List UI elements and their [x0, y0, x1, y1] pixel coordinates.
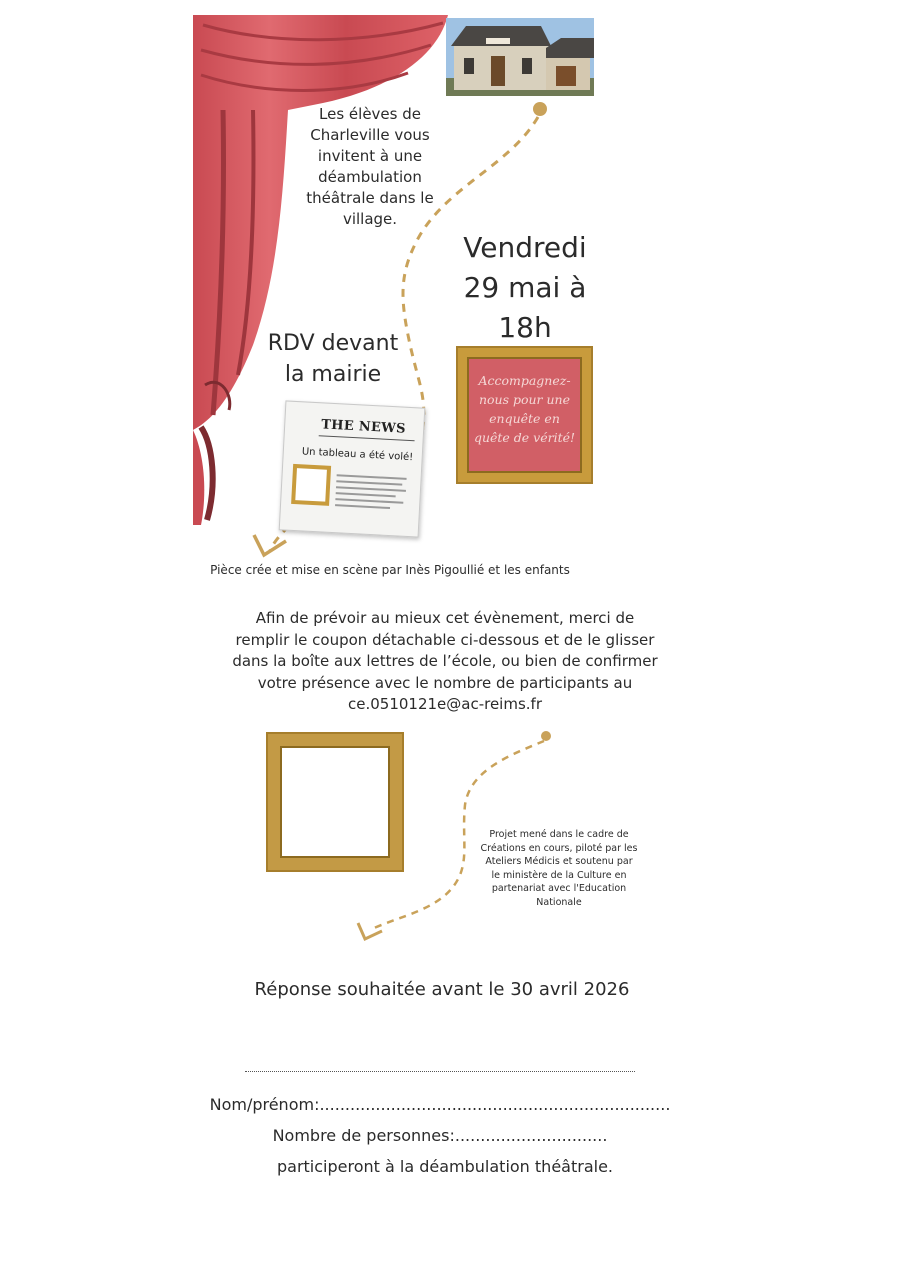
coupon-count-row: [200, 1126, 680, 1145]
coupon-cut-line: [245, 1071, 635, 1072]
name-field-dots[interactable]: .....................................................................: [319, 1095, 671, 1114]
response-deadline: Réponse souhaitée avant le 30 avril 2026: [254, 979, 630, 1000]
meeting-point: RDV devant la mairie: [267, 331, 399, 387]
newspaper-text-line: [335, 504, 390, 509]
credits-line: Pièce crée et mise en scène par Inès Pigoullié et les enfants: [210, 563, 570, 577]
coupon-name-row: [200, 1095, 680, 1114]
painting-text: Accompagnez-nous pour une enquête en quête de vérité!: [473, 373, 576, 445]
newspaper-text-line: [335, 498, 403, 504]
project-note: Projet mené dans le cadre de Créations en cours, piloté par les Ateliers Médicis et soutenu par le ministère de la Culture en partenariat avec l'Education Nationale: [480, 829, 638, 908]
newspaper-text-line: [337, 474, 407, 480]
name-label: Nom/prénom:: [209, 1095, 320, 1114]
info-paragraph: Afin de prévoir au mieux cet évènement, merci de remplir le coupon détachable ci-dessous et de le glisser dans la boîte aux lettres de l’école, ou bien de confirmer votre présence avec le nombre de participants au ce.0510121e@ac-reims.fr: [232, 609, 658, 713]
red-painting-frame: [458, 348, 591, 482]
newspaper-empty-frame: [291, 464, 331, 506]
newspaper-text-line: [336, 480, 402, 485]
newspaper-title: THE NEWS: [320, 417, 407, 437]
count-field-dots[interactable]: ..............................: [454, 1126, 608, 1145]
coupon-participate-text: participeront à la déambulation théâtrale.: [276, 1157, 613, 1176]
count-label: Nombre de personnes:: [272, 1126, 455, 1145]
empty-gold-frame: [268, 734, 402, 870]
town-hall-photo: [446, 18, 594, 96]
invitation-intro: Les élèves de Charleville vous invitent à une déambulation théâtrale dans le village.: [306, 105, 434, 228]
newspaper-headline: Un tableau a été volé!: [301, 446, 414, 464]
event-date: Vendredi 29 mai à 18h: [463, 231, 587, 344]
newspaper-illustration: [279, 400, 426, 537]
newspaper-text-line: [336, 492, 396, 497]
newspaper-text-line: [336, 486, 406, 492]
